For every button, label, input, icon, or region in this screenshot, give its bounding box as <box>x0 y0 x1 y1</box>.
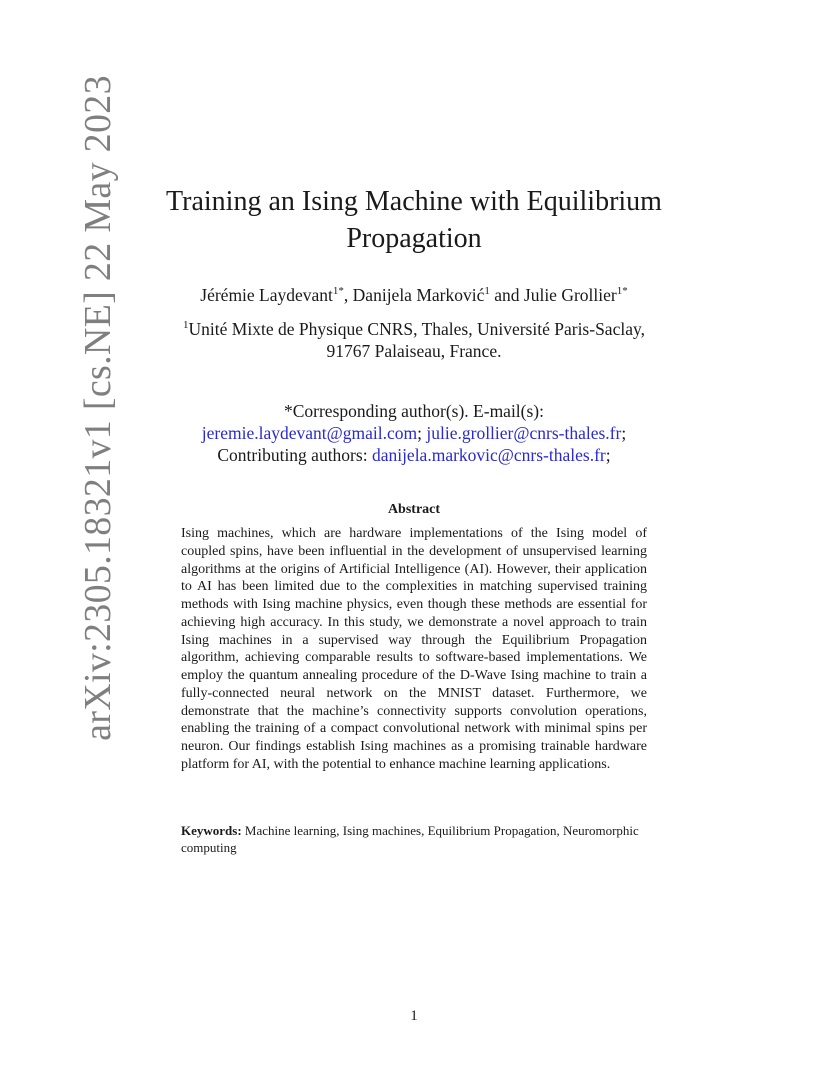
email-link-laydevant[interactable]: jeremie.laydevant@gmail.com <box>201 423 418 443</box>
keywords <box>181 822 647 856</box>
arxiv-stamp-text: arXiv:2305.18321v1 [cs.NE] 22 May 2023 <box>77 75 119 741</box>
author-affiliation-mark: 1* <box>332 285 344 298</box>
email-separator: ; <box>417 423 427 443</box>
affiliation-line-2: 91767 Palaiseau, France. <box>326 341 502 361</box>
keywords-text: Machine learning, Ising machines, Equilibrium Propagation, Neuromorphic computing <box>181 823 639 855</box>
affiliation-line-1: Unité Mixte de Physique CNRS, Thales, Université Paris-Saclay, <box>188 319 645 339</box>
keywords-label: Keywords: <box>181 823 242 838</box>
page-number: 1 <box>410 1008 418 1024</box>
author-affiliation-mark: 1 <box>484 285 490 298</box>
abstract-heading: Abstract <box>387 502 441 517</box>
email-separator: ; <box>621 423 627 443</box>
author-name: Danijela Marković <box>352 285 485 305</box>
author-name: Julie Grollier <box>523 285 617 305</box>
author-list <box>150 284 678 306</box>
contributing-label: Contributing authors: <box>217 445 372 465</box>
correspondence <box>150 400 678 466</box>
author-affiliation-mark: 1* <box>616 285 628 298</box>
email-link-markovic[interactable]: danijela.markovic@cnrs-thales.fr <box>371 445 606 465</box>
email-separator: ; <box>605 445 611 465</box>
author-separator: and <box>489 285 524 305</box>
affiliation-mark: 1 <box>183 319 189 332</box>
author-name: Jérémie Laydevant <box>200 285 333 305</box>
email-link-grollier[interactable]: julie.grollier@cnrs-thales.fr <box>426 423 622 443</box>
author-separator: , <box>343 285 353 305</box>
corresponding-label: *Corresponding author(s). E-mail(s): <box>283 401 544 421</box>
affiliation <box>150 318 678 362</box>
paper-title: Training an Ising Machine with Equilibrium Propagation <box>166 186 662 254</box>
abstract-text: Ising machines, which are hardware implementations of the Ising model of coupled spins, have been influential in the development of unsupervised learning algorithms at the origins of Artificial Intelligence (AI). However, their application to AI has been limited due to the complexities in matching supervised training methods with Ising machine physics, even though these methods are essential for achieving high accuracy. In this study, we demonstrate a novel approach to train Ising machines in a supervised way through the Equilibrium Propagation algorithm, achieving comparable results to software-based implementations. We employ the quantum annealing procedure of the D-Wave Ising machine to train a fully-connected neural network on the MNIST dataset. Furthermore, we demonstrate that the machine’s connectivity supports convolution operations, enabling the training of a compact convolutional network with minimal spins per neuron. Our findings establish Ising machines as a promising trainable hardware platform for AI, with the potential to enhance machine learning applications. <box>181 526 647 772</box>
